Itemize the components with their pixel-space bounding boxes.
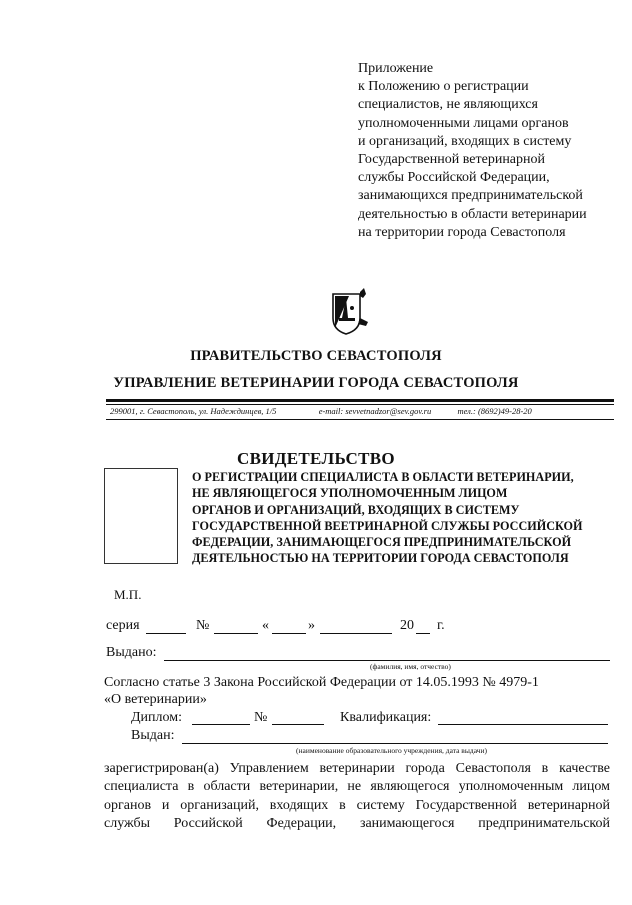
issued-field[interactable] bbox=[164, 660, 610, 661]
phone-text: тел.: (8692)49-28-20 bbox=[457, 406, 532, 416]
series-field[interactable] bbox=[146, 633, 186, 634]
month-field[interactable] bbox=[320, 633, 392, 634]
stamp-place-label: М.П. bbox=[114, 587, 142, 602]
registration-line: органов и организаций, входящих в систему Государственной ветеринарной bbox=[104, 797, 610, 813]
appendix-line: и организаций, входящих в систему bbox=[358, 133, 572, 149]
photo-placeholder bbox=[104, 468, 178, 564]
appendix-line: специалистов, не являющихся bbox=[358, 97, 538, 113]
issued-by-hint: (наименование образовательного учреждения, дата выдачи) bbox=[296, 746, 488, 755]
certificate-subtitle bbox=[192, 469, 612, 567]
quote-close: » bbox=[308, 618, 315, 633]
issued-label: Выдано: bbox=[106, 645, 157, 660]
certificate-title: СВИДЕТЕЛЬСТВО bbox=[237, 449, 395, 468]
appendix-line: Приложение bbox=[358, 61, 434, 76]
qualification-label: Квалификация: bbox=[340, 710, 432, 725]
registration-paragraph bbox=[104, 760, 610, 834]
contacts-rule bbox=[106, 419, 614, 420]
subtitle-line: ОРГАНОВ И ОРГАНИЗАЦИЙ, ВХОДЯЩИХ В СИСТЕМУ bbox=[192, 502, 520, 517]
contact-line bbox=[110, 406, 532, 416]
diploma-series-field[interactable] bbox=[192, 724, 250, 725]
quote-open: « bbox=[262, 618, 269, 633]
subtitle-line: ДЕЯТЕЛЬНОСТЬЮ НА ТЕРРИТОРИИ ГОРОДА СЕВАСТОПОЛЯ bbox=[192, 551, 569, 566]
appendix-line: Государственной ветеринарной bbox=[358, 152, 546, 168]
appendix-line: деятельностью в области ветеринарии bbox=[358, 206, 587, 222]
address-text: 299001, г. Севастополь, ул. Надеждинцев, 1/5 bbox=[110, 406, 277, 416]
appendix-line: на территории города Севастополя bbox=[358, 224, 566, 240]
department-title: УПРАВЛЕНИЕ ВЕТЕРИНАРИИ ГОРОДА СЕВАСТОПОЛЯ bbox=[113, 375, 519, 391]
header-rule-thick bbox=[106, 399, 614, 402]
registration-line: специалиста в области ветеринарии, не являющегося уполномоченным лицом bbox=[104, 779, 610, 795]
issued-by-field[interactable] bbox=[182, 743, 608, 744]
header-rule-thin bbox=[106, 404, 614, 405]
year-suffix: г. bbox=[437, 618, 445, 633]
sevastopol-coat-of-arms-icon bbox=[330, 288, 370, 336]
appendix-line: занимающихся предпринимательской bbox=[358, 188, 583, 204]
subtitle-line: НЕ ЯВЛЯЮЩЕГОСЯ УПОЛНОМОЧЕННЫМ ЛИЦОМ bbox=[192, 486, 508, 501]
appendix-line: уполномоченными лицами органов bbox=[358, 115, 569, 131]
diploma-number-sign: № bbox=[254, 710, 268, 725]
subtitle-line: ФЕДЕРАЦИИ, ЗАНИМАЮЩЕГОСЯ ПРЕДПРИНИМАТЕЛЬСКОЙ bbox=[192, 535, 572, 550]
subtitle-line: О РЕГИСТРАЦИИ СПЕЦИАЛИСТА В ОБЛАСТИ ВЕТЕРИНАРИИ, bbox=[192, 470, 574, 484]
day-field[interactable] bbox=[272, 633, 306, 634]
number-field[interactable] bbox=[214, 633, 258, 634]
email-text: e-mail: sevvetnadzor@sev.gov.ru bbox=[318, 406, 432, 416]
issued-by-label: Выдан: bbox=[131, 728, 175, 743]
diploma-label: Диплом: bbox=[131, 710, 183, 725]
number-sign: № bbox=[196, 618, 210, 633]
issued-hint: (фамилия, имя, отчество) bbox=[370, 662, 451, 671]
year-field[interactable] bbox=[416, 633, 430, 634]
qualification-field[interactable] bbox=[438, 724, 608, 725]
law-reference-title: «О ветеринарии» bbox=[104, 692, 207, 707]
registration-line: зарегистрирован(а) Управлением ветеринарии города Севастополя в качестве bbox=[104, 761, 610, 776]
government-title: ПРАВИТЕЛЬСТВО СЕВАСТОПОЛЯ bbox=[190, 348, 442, 364]
appendix-line: службы Российской Федерации, bbox=[358, 170, 550, 186]
diploma-number-field[interactable] bbox=[272, 724, 324, 725]
appendix-line: к Положению о регистрации bbox=[358, 79, 529, 95]
subtitle-line: ГОСУДАРСТВЕННОЙ ВЕЕТРИНАРНОЙ СЛУЖБЫ РОССИЙСКОЙ bbox=[192, 518, 583, 533]
appendix-note bbox=[358, 60, 628, 242]
registration-line: службы Российской Федерации, занимающегося предпринимательской bbox=[104, 816, 610, 832]
year-prefix: 20 bbox=[400, 618, 414, 633]
law-reference-line: Согласно статье 3 Закона Российской Федерации от 14.05.1993 № 4979-1 bbox=[104, 675, 539, 690]
series-label: серия bbox=[106, 618, 140, 633]
